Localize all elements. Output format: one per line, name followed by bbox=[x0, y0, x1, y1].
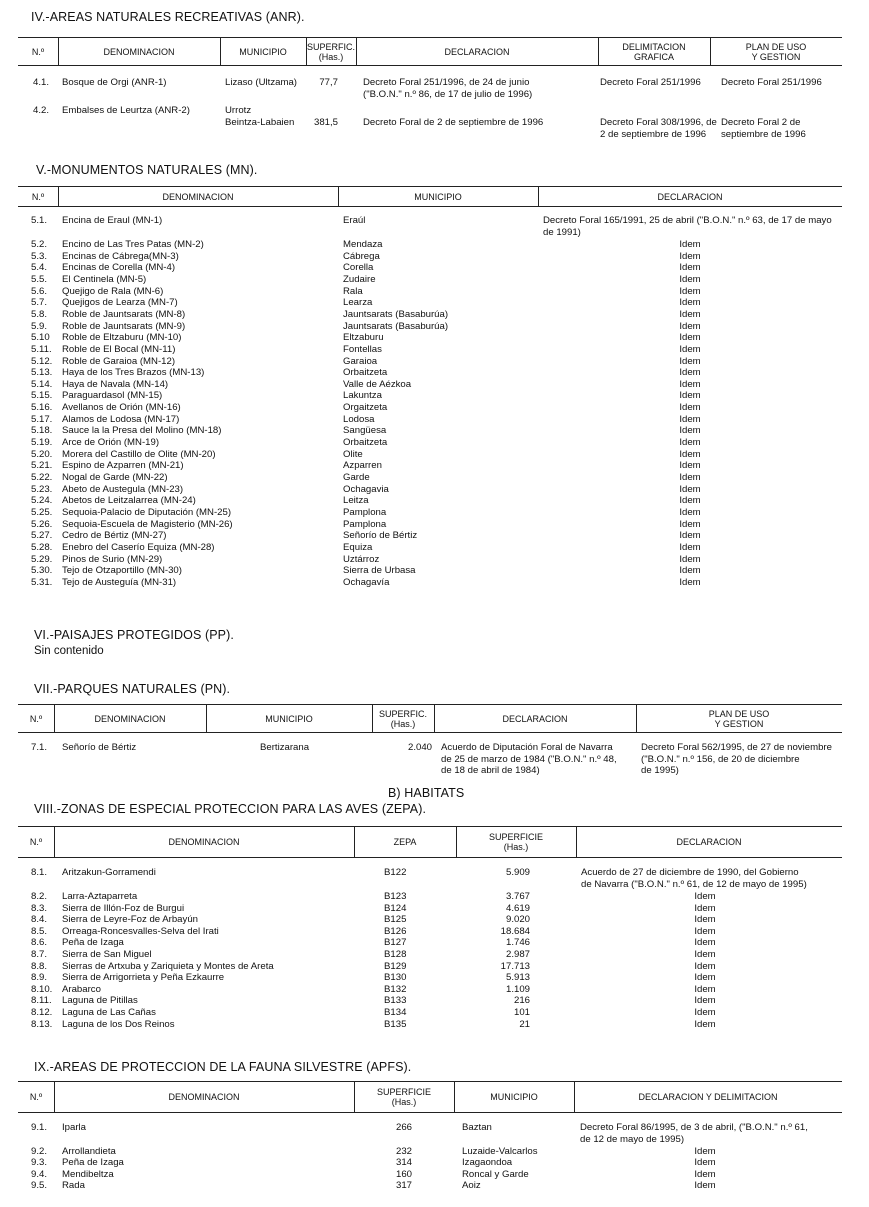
cell-decl: Idem bbox=[694, 972, 716, 984]
cell-zepa: B125 bbox=[384, 914, 407, 926]
cell-den: Encinas de Corella (MN-4) bbox=[62, 262, 176, 274]
cell-zepa: B126 bbox=[384, 925, 407, 937]
cell-den: Sierra de Leyre-Foz de Arbayún bbox=[62, 914, 198, 926]
section-v-header: N.º DENOMINACION MUNICIPIO DECLARACION bbox=[18, 186, 842, 207]
cell-decl: Idem bbox=[694, 937, 716, 949]
section-iv-header bbox=[18, 37, 842, 66]
cell-decl: Idem bbox=[679, 437, 701, 449]
cell-den: Roble de El Bocal (MN-11) bbox=[62, 343, 176, 355]
cell-den: Roble de Jauntsarats (MN-8) bbox=[62, 308, 186, 320]
cell-den: Orreaga-Roncesvalles-Selva del Irati bbox=[62, 925, 219, 937]
cell-den: Nogal de Garde (MN-22) bbox=[62, 472, 168, 483]
cell-sup: 160 bbox=[395, 1168, 412, 1180]
cell-decl: Idem bbox=[679, 250, 701, 262]
cell-mun: Fontellas bbox=[343, 343, 382, 355]
cell-sup: 1.109 bbox=[505, 983, 530, 995]
cell-n: 5.24. bbox=[31, 495, 53, 507]
cell-n: 8.10. bbox=[31, 983, 53, 995]
cell-decl: Idem bbox=[679, 472, 701, 483]
cell-sup: 18.684 bbox=[500, 925, 530, 937]
cell-sup: 3.767 bbox=[505, 891, 530, 902]
cell-n: 5.2. bbox=[31, 239, 48, 250]
cell-mun: Ochagavia bbox=[343, 483, 389, 495]
cell-decl: Idem bbox=[679, 355, 701, 367]
section-iv-title: IV.-AREAS NATURALES RECREATIVAS (ANR). bbox=[31, 10, 305, 24]
cell-decl: Idem bbox=[679, 506, 701, 518]
cell-n: 5.28. bbox=[31, 541, 53, 553]
cell-den: Peña de Izaga bbox=[62, 1157, 124, 1169]
cell-decl: Idem bbox=[694, 960, 716, 972]
cell-den: Espino de Azparren (MN-21) bbox=[62, 460, 184, 472]
cell-mun: Zudaire bbox=[343, 273, 376, 285]
cell-den: Quejigos de Learza (MN-7) bbox=[62, 297, 178, 309]
cell-mun: Mendaza bbox=[343, 239, 383, 250]
cell-mun: Aoiz bbox=[462, 1179, 481, 1191]
cell-den: Avellanos de Orión (MN-16) bbox=[62, 402, 181, 414]
cell-decl: Idem bbox=[679, 390, 701, 402]
cell-zepa: B133 bbox=[384, 995, 407, 1007]
cell-decl: Idem bbox=[679, 262, 701, 274]
cell-n: 8.6. bbox=[31, 937, 48, 949]
cell-mun: Señorío de Bértiz bbox=[343, 530, 418, 542]
cell-decl: Idem bbox=[694, 925, 716, 937]
habitats-heading: B) HABITATS bbox=[388, 786, 465, 800]
cell-n: 5.22. bbox=[31, 472, 53, 483]
cell-mun: Equiza bbox=[343, 541, 373, 553]
cell-mun: Jauntsarats (Basaburúa) bbox=[343, 308, 449, 320]
cell-zepa: B135 bbox=[384, 1018, 407, 1030]
cell-den: Tejo de Otzaportillo (MN-30) bbox=[62, 565, 182, 577]
cell-n: 5.12. bbox=[31, 355, 53, 367]
cell-decl: Idem bbox=[694, 995, 716, 1007]
cell-n: 8.2. bbox=[31, 891, 48, 902]
cell-den: Encinas de Cábrega(MN-3) bbox=[62, 250, 179, 262]
cell-mun: Learza bbox=[343, 297, 373, 309]
cell-mun: Roncal y Garde bbox=[462, 1168, 529, 1180]
cell-den: Larra-Aztaparreta bbox=[62, 891, 138, 902]
cell-den: Sequoia-Palacio de Diputación (MN-25) bbox=[62, 506, 232, 518]
cell-den: Cedro de Bértiz (MN-27) bbox=[62, 530, 167, 542]
cell-decl: Idem bbox=[694, 1007, 716, 1018]
cell-n: 5.30. bbox=[31, 565, 53, 577]
cell-decl: Idem bbox=[679, 332, 701, 344]
document-page: IV.-AREAS NATURALES RECREATIVAS (ANR). N.º DENOMINACION MUNICIPIO SUPERFIC. (Has.) DECLARACION DELIMITACION GRAFICA PLAN DE USO Y GESTION 4.1. Bosque de Orgi (ANR-1) Lizaso (Ultzama) 77,7 Decreto Foral 251/1996, de 24 de junio ("B.O.N." n.º 86, de 17 de julio de 1996) Decreto Foral 251/1996 Decreto Foral 251/1996 4.2. Embalses de Leurtza (ANR-2) Urrotz Beintza-Labaien 381,5 Decreto Foral de 2 de septiembre de 1996 Decreto Foral 308/1996, de 2 de septiembre de 1996 Decreto Foral 2 de septiembre de 1996 V.-MONUMENTOS NATURALES (MN). N.º DENOMINACION MUNICIPIO DECLARACION 5.1. Encina de Eraul (MN-1) Eraúl Decreto Foral 165/1991, 25 de abril ("B.O.N." n.º 63, de 17 de mayo de 1991) 5.2. Encino de Las Tres Patas (MN-2) Mendaza Idem 5.3. Encinas de Cábrega(MN-3) Cábrega Idem 5.4. Encinas de Corella (MN-4) Corella Idem 5.5. El Centinela (MN-5) Zudaire Idem 5.6. Quejigo de Rala (MN-6) Rala Idem 5.7. Quejigos de Learza (MN-7) Learza Idem 5.8. Roble de Jauntsarats (MN-8) Jauntsarats (Basaburúa) Idem 5.9. Roble de Jauntsarats (MN-9) Jauntsarats (Basaburúa) Idem 5.10 Roble de Eltzaburu (MN-10) Eltzaburu Idem 5.11. Roble de El Bocal (MN-11) Fontellas Idem 5.12. Roble de Garaioa (MN-12) Garaioa Idem 5.13. Haya de los Tres Brazos (MN-13) Orbaitzeta Idem 5.14. Haya de Navala (MN-14) Valle de Aézkoa Idem 5.15. Paraguardasol (MN-15) Lakuntza Idem 5.16. Avellanos de Orión (MN-16) Orgaitzeta Idem 5.17. Alamos de Lodosa (MN-17) Lodosa Idem 5.18. Sauce la la Presa del Molino (MN-18) Sangüesa Idem 5.19. Arce de Orión (MN-19) Orbaitzeta Idem 5.20. Morera del Castillo de Olite (MN-20) Olite Idem 5.21. Espino de Azparren (MN-21) Azparren Idem 5.22. Nogal de Garde (MN-22) Garde Idem 5.23. Abeto de Austegula (MN-23) Ochagavia Idem 5.24. Abetos de Leitzalarrea (MN-24) Leitza Idem 5.25. Sequoia-Palacio de Diputación (MN-25) Pamplona Idem 5.26. Sequoia-Escuela de Magisterio (MN-26) Pamplona Idem 5.27. Cedro de Bértiz (MN-27) Señorío de Bértiz Idem 5.28. Enebro del Caserío Equiza (MN-28) Equiza Idem 5.29. Pinos de Surio (MN-29) Uztárroz Idem 5.30. Tejo de Otzaportillo (MN-30) Sierra de Urbasa Idem 5.31. Tejo de Austeguía (MN-31) Ochagavía Idem VI.-PAISAJES PROTEGIDOS (PP). Sin contenido VII.-PARQUES NATURALES (PN). N.º DENOMINACION MUNICIPIO SUPERFIC. (Has.) DECLARACION PLAN DE USO Y GESTION 7.1. Señorío de Bértiz Bertizarana 2.040 Acuerdo de Diputación Foral de Navarra de 25 de marzo de 1984 ("B.O.N." n.º 48, de 18 de abril de 1984) Decreto Foral 562/1995, de 27 de noviembre ("B.O.N." n.º 156, de 20 de diciembre de 1995) B) HABITATS VIII.-ZONAS DE ESPECIAL PROTECCION PARA LAS AVES (ZEPA). N.º DENOMINACION ZEPA SUPERFICIE (Has.) DECLARACION 8.1. Aritzakun-Gorramendi B122 5.909 Acuerdo de 27 de diciembre de 1990, del Gobierno de Navarra ("B.O.N." n.º 61, de 12 de mayo de 1995) 8.2. Larra-Aztaparreta B123 3.767 Idem 8.3. Sierra de Illón-Foz de Burgui B124 4.619 Idem 8.4. Sierra de Leyre-Foz de Arbayún B125 9.020 Idem 8.5. Orreaga-Roncesvalles-Selva del Irati B126 18.684 Idem 8.6. Peña de Izaga B127 1.746 Idem 8.7. Sierra de San Miguel B128 2.987 Idem 8.8. Sierras de Artxuba y Zariquieta y Montes de Areta B129 17.713 Idem 8.9. Sierra de Arrigorrieta y Peña Ezkaurre B130 5.913 Idem 8.10. Arabarco B132 1.109 Idem 8.11. Laguna de Pitillas B133 216 Idem 8.12. Laguna de Las Cañas B134 101 Idem 8.13. Laguna de los Dos Reinos B135 21 Idem IX.-AREAS DE PROTECCION DE LA FAUNA SILVESTRE (APFS). N.º DENOMINACION SUPERFICIE (Has.) MUNICIPIO DECLARACION Y DELIMITACION 9.1. Iparla 266 Baztan Decreto Foral 86/1995, de 3 de abril, ("B.O.N." n.º 61, de 12 de mayo de 1995) 9.2. Arrollandieta 232 Luzaide-Valcarlos Idem 9.3. Peña de Izaga 314 Izagaondoa Idem 9.4. Mendibeltza 160 Roncal y Garde Idem 9.5. Rada 317 Aoiz Idem bbox=[0, 0, 869, 1207]
cell-decl: Idem bbox=[679, 460, 701, 472]
cell-decl: Idem bbox=[679, 285, 701, 297]
cell-den: Roble de Jauntsarats (MN-9) bbox=[62, 320, 186, 332]
cell-decl: Idem bbox=[694, 983, 716, 995]
cell-sup: 5.913 bbox=[505, 972, 530, 984]
cell-mun: Pamplona bbox=[343, 518, 387, 530]
cell-den: Sierra de Illón-Foz de Burgui bbox=[62, 902, 185, 914]
cell-den: Rada bbox=[62, 1179, 85, 1191]
cell-decl: Idem bbox=[679, 483, 701, 495]
cell-mun: Leitza bbox=[343, 495, 369, 507]
cell-den: Haya de los Tres Brazos (MN-13) bbox=[62, 367, 205, 379]
section-vii-title: VII.-PARQUES NATURALES (PN). bbox=[34, 682, 231, 696]
cell-n: 9.5. bbox=[31, 1179, 48, 1191]
cell-decl: Idem bbox=[679, 320, 701, 332]
cell-den: Arce de Orión (MN-19) bbox=[62, 437, 160, 449]
cell-n: 5.27. bbox=[31, 530, 53, 542]
cell-den: Pinos de Surio (MN-29) bbox=[62, 553, 163, 565]
cell-zepa: B129 bbox=[384, 960, 407, 972]
section-vi-content: Sin contenido bbox=[34, 645, 104, 657]
cell-mun: Eltzaburu bbox=[343, 332, 384, 344]
cell-n: 5.9. bbox=[31, 320, 48, 332]
cell-n: 5.18. bbox=[31, 425, 53, 437]
col-n: N.º bbox=[31, 46, 45, 57]
cell-mun: Lodosa bbox=[343, 413, 375, 425]
cell-decl: Idem bbox=[679, 518, 701, 530]
cell-mun: Garaioa bbox=[343, 355, 378, 367]
cell-den: Haya de Navala (MN-14) bbox=[62, 378, 169, 390]
cell-n: 5.20. bbox=[31, 448, 53, 460]
cell-den: Roble de Eltzaburu (MN-10) bbox=[62, 332, 182, 344]
cell-n: 5.11. bbox=[31, 343, 52, 355]
cell-den: Sierra de San Miguel bbox=[62, 949, 152, 960]
cell-sup: 314 bbox=[395, 1157, 412, 1169]
cell-den: Alamos de Lodosa (MN-17) bbox=[62, 413, 180, 425]
cell-decl: Idem bbox=[679, 425, 701, 437]
cell-n: 5.29. bbox=[31, 553, 53, 565]
cell-den: Quejigo de Rala (MN-6) bbox=[62, 285, 164, 297]
cell-n: 8.12. bbox=[31, 1007, 53, 1018]
cell-zepa: B123 bbox=[384, 891, 407, 902]
section-vii-header: N.º DENOMINACION MUNICIPIO SUPERFIC. (Has.) DECLARACION PLAN DE USO Y GESTION bbox=[18, 704, 842, 733]
cell-mun: Olite bbox=[343, 448, 363, 460]
cell-zepa: B124 bbox=[384, 902, 407, 914]
cell-decl: Idem bbox=[694, 949, 716, 960]
cell-decl: Idem bbox=[694, 891, 716, 902]
cell-den: Sauce la la Presa del Molino (MN-18) bbox=[62, 425, 222, 437]
cell-den: Arrollandieta bbox=[62, 1146, 116, 1157]
cell-n: 9.4. bbox=[31, 1168, 48, 1180]
cell-sup: 9.020 bbox=[505, 914, 530, 926]
cell-zepa: B127 bbox=[384, 937, 407, 949]
cell-n: 5.26. bbox=[31, 518, 53, 530]
col-declaracion: DECLARACION bbox=[444, 46, 510, 57]
cell-decl: Idem bbox=[679, 448, 701, 460]
cell-den: Arabarco bbox=[62, 983, 101, 995]
cell-mun: Cábrega bbox=[343, 250, 380, 262]
cell-den: Enebro del Caserío Equiza (MN-28) bbox=[62, 541, 215, 553]
cell-n: 5.5. bbox=[31, 273, 48, 285]
cell-mun: Ochagavía bbox=[343, 576, 390, 588]
cell-decl: Idem bbox=[694, 914, 716, 926]
cell-n: 5.31. bbox=[31, 576, 53, 588]
cell-n: 8.7. bbox=[31, 949, 48, 960]
cell-n: 8.9. bbox=[31, 972, 48, 984]
cell-sup: 4.619 bbox=[505, 902, 530, 914]
cell-den: Laguna de Las Cañas bbox=[62, 1007, 156, 1018]
col-plan: PLAN DE USO Y GESTION bbox=[745, 41, 807, 62]
cell-zepa: B128 bbox=[384, 949, 407, 960]
cell-decl: Idem bbox=[679, 273, 701, 285]
section-ix-header: N.º DENOMINACION SUPERFICIE (Has.) MUNICIPIO DECLARACION Y DELIMITACION bbox=[18, 1081, 842, 1113]
cell-mun: Corella bbox=[343, 262, 374, 274]
cell-mun: Rala bbox=[343, 285, 363, 297]
cell-mun: Jauntsarats (Basaburúa) bbox=[343, 320, 449, 332]
cell-n: 5.7. bbox=[31, 297, 48, 309]
cell-decl: Idem bbox=[679, 495, 701, 507]
cell-mun: Azparren bbox=[343, 460, 382, 472]
section-ix-title: IX.-AREAS DE PROTECCION DE LA FAUNA SILVESTRE (APFS). bbox=[34, 1060, 412, 1074]
cell-mun: Orbaitzeta bbox=[343, 367, 388, 379]
cell-n: 5.4. bbox=[31, 262, 48, 274]
cell-sup: 1.746 bbox=[505, 937, 530, 949]
cell-den: Sierra de Arrigorrieta y Peña Ezkaurre bbox=[62, 972, 225, 984]
cell-n: 5.17. bbox=[31, 413, 53, 425]
cell-sup: 317 bbox=[395, 1179, 412, 1191]
cell-den: Morera del Castillo de Olite (MN-20) bbox=[62, 448, 216, 460]
cell-den: Sierras de Artxuba y Zariquieta y Montes de Areta bbox=[62, 960, 274, 972]
cell-n: 5.15. bbox=[31, 390, 53, 402]
cell-den: Laguna de Pitillas bbox=[62, 995, 138, 1007]
cell-decl: Idem bbox=[679, 541, 701, 553]
cell-n: 5.16. bbox=[31, 402, 53, 414]
cell-decl: Idem bbox=[679, 402, 701, 414]
cell-mun: Sangüesa bbox=[343, 425, 387, 437]
col-municipio: MUNICIPIO bbox=[239, 46, 287, 57]
cell-decl: Idem bbox=[694, 1168, 716, 1180]
cell-decl: Idem bbox=[679, 343, 701, 355]
cell-decl: Idem bbox=[679, 413, 701, 425]
cell-n: 8.5. bbox=[31, 925, 48, 937]
section-v-title: V.-MONUMENTOS NATURALES (MN). bbox=[36, 163, 258, 177]
cell-zepa: B132 bbox=[384, 983, 407, 995]
cell-zepa: B130 bbox=[384, 972, 407, 984]
cell-den: Laguna de los Dos Reinos bbox=[62, 1018, 175, 1030]
cell-n: 8.8. bbox=[31, 960, 48, 972]
cell-n: 9.3. bbox=[31, 1157, 48, 1169]
cell-decl: Idem bbox=[679, 297, 701, 309]
cell-n: 8.11. bbox=[31, 995, 52, 1007]
cell-n: 5.10 bbox=[31, 332, 50, 344]
section-vi-title: VI.-PAISAJES PROTEGIDOS (PP). bbox=[34, 628, 234, 642]
cell-sup: 216 bbox=[513, 995, 530, 1007]
cell-n: 5.6. bbox=[31, 285, 48, 297]
cell-den: Tejo de Austeguía (MN-31) bbox=[62, 576, 177, 588]
cell-decl: Idem bbox=[694, 1179, 716, 1191]
cell-sup: 2.987 bbox=[505, 949, 530, 960]
cell-n: 5.3. bbox=[31, 250, 48, 262]
cell-mun: Orbaitzeta bbox=[343, 437, 388, 449]
cell-den: El Centinela (MN-5) bbox=[62, 273, 147, 285]
cell-decl: Idem bbox=[679, 565, 701, 577]
col-denominacion: DENOMINACION bbox=[103, 46, 175, 57]
cell-den: Roble de Garaioa (MN-12) bbox=[62, 355, 176, 367]
cell-mun: Sierra de Urbasa bbox=[343, 565, 416, 577]
cell-n: 5.13. bbox=[31, 367, 53, 379]
cell-decl: Idem bbox=[679, 308, 701, 320]
cell-n: 5.8. bbox=[31, 308, 48, 320]
cell-den: Peña de Izaga bbox=[62, 937, 124, 949]
cell-n: 8.4. bbox=[31, 914, 48, 926]
cell-den: Paraguardasol (MN-15) bbox=[62, 390, 163, 402]
cell-den: Sequoia-Escuela de Magisterio (MN-26) bbox=[62, 518, 233, 530]
cell-mun: Valle de Aézkoa bbox=[343, 378, 412, 390]
cell-decl: Idem bbox=[679, 576, 701, 588]
cell-mun: Luzaide-Valcarlos bbox=[462, 1146, 538, 1157]
section-viii-title: VIII.-ZONAS DE ESPECIAL PROTECCION PARA LAS AVES (ZEPA). bbox=[34, 802, 427, 816]
cell-decl: Idem bbox=[679, 239, 701, 250]
cell-den: Abeto de Austegula (MN-23) bbox=[62, 483, 184, 495]
cell-mun: Izagaondoa bbox=[462, 1157, 513, 1169]
col-superficie: SUPERFIC. (Has.) bbox=[306, 41, 355, 62]
cell-n: 5.19. bbox=[31, 437, 53, 449]
cell-n: 5.25. bbox=[31, 506, 53, 518]
cell-n: 9.2. bbox=[31, 1146, 48, 1157]
cell-den: Encino de Las Tres Patas (MN-2) bbox=[62, 239, 204, 250]
cell-n: 8.13. bbox=[31, 1018, 53, 1030]
cell-decl: Idem bbox=[694, 1146, 716, 1157]
cell-n: 8.3. bbox=[31, 902, 48, 914]
cell-sup: 101 bbox=[513, 1007, 530, 1018]
cell-mun: Orgaitzeta bbox=[343, 402, 388, 414]
cell-decl: Idem bbox=[694, 1157, 716, 1169]
cell-decl: Idem bbox=[679, 378, 701, 390]
cell-n: 5.23. bbox=[31, 483, 53, 495]
cell-decl: Idem bbox=[679, 553, 701, 565]
cell-decl: Idem bbox=[679, 367, 701, 379]
cell-mun: Lakuntza bbox=[343, 390, 382, 402]
cell-mun: Pamplona bbox=[343, 506, 387, 518]
cell-mun: Garde bbox=[343, 472, 370, 483]
section-viii-header: N.º DENOMINACION ZEPA SUPERFICIE (Has.) DECLARACION bbox=[18, 826, 842, 858]
cell-sup: 17.713 bbox=[500, 960, 530, 972]
cell-n: 5.14. bbox=[31, 378, 53, 390]
cell-decl: Idem bbox=[694, 902, 716, 914]
cell-decl: Idem bbox=[679, 530, 701, 542]
cell-zepa: B134 bbox=[384, 1007, 407, 1018]
cell-den: Mendibeltza bbox=[62, 1168, 114, 1180]
cell-sup: 21 bbox=[519, 1018, 530, 1030]
cell-sup: 232 bbox=[395, 1146, 412, 1157]
cell-n: 5.21. bbox=[31, 460, 53, 472]
cell-den: Abetos de Leitzalarrea (MN-24) bbox=[62, 495, 196, 507]
col-delimitacion: DELIMITACION GRAFICA bbox=[622, 41, 686, 62]
cell-mun: Uztárroz bbox=[343, 553, 380, 565]
cell-decl: Idem bbox=[694, 1018, 716, 1030]
